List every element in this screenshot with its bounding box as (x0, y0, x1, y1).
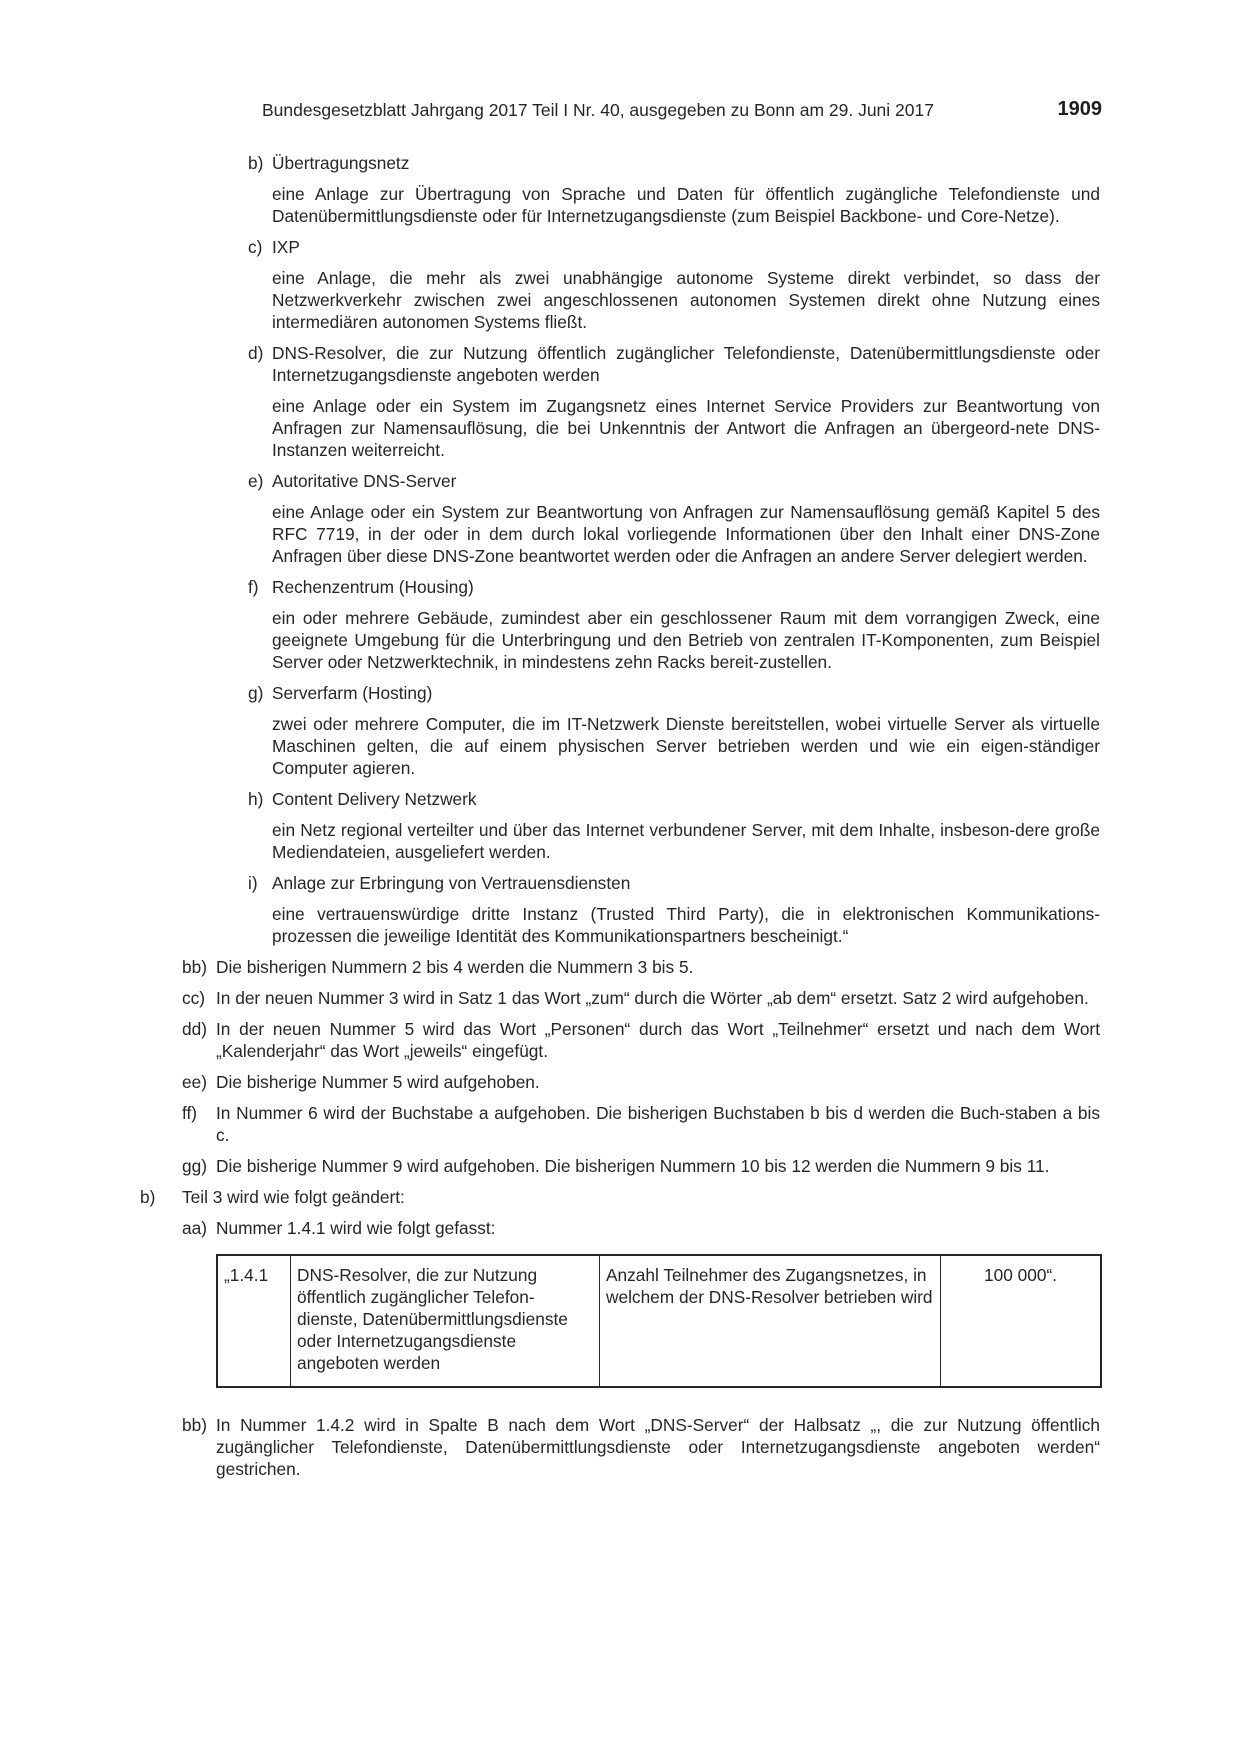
term-text: DNS-Resolver, die zur Nutzung öffentlich zugänglicher Telefondienste, Datenübermittlungsdienste oder Internetzugangsdienste angeboten werden (272, 343, 1100, 385)
list-label: cc) (182, 988, 206, 1008)
list-label: ff) (182, 1103, 198, 1123)
list-label: bb) (182, 1415, 207, 1435)
definition-term (140, 342, 1100, 386)
term-text: IXP (272, 237, 300, 257)
amendment-item (140, 1102, 1100, 1146)
amendment-text: In der neuen Nummer 5 wird das Wort „Personen“ durch das Wort „Teilnehmer“ ersetzt und nach dem Wort „Kalenderjahr“ das Wort „jeweils“ eingefügt. (216, 1019, 1100, 1061)
amendment-text: Die bisherigen Nummern 2 bis 4 werden die Nummern 3 bis 5. (216, 957, 694, 977)
term-text: Serverfarm (Hosting) (272, 683, 433, 703)
list-label: b) (248, 153, 264, 173)
list-label: dd) (182, 1019, 207, 1039)
amendment-item (140, 1217, 1100, 1239)
definition-term (140, 236, 1100, 258)
term-text: Übertragungsnetz (272, 153, 410, 173)
definition-text: zwei oder mehrere Computer, die im IT-Netzwerk Dienste bereitstellen, wobei virtuelle Server als virtuelle Maschinen gelten, die auf einem physischen Server betrieben werden und wie ein eigen-ständiger Computer agieren. (272, 714, 1100, 778)
amendment-item (140, 956, 1100, 978)
definition-text: eine Anlage zur Übertragung von Sprache und Daten für öffentlich zugängliche Telefondienste und Datenübermittlungsdienste oder für Internetzugangsdienste (zum Beispiel Backbone- und Core-Netze). (272, 184, 1100, 226)
definition-text: eine Anlage oder ein System im Zugangsnetz eines Internet Service Providers zur Beantwortung von Anfragen zur Namensauflösung, die bei Unkenntnis der Antwort die Anfragen an übergeord-nete DNS-Instanzen weiterreicht. (272, 396, 1100, 460)
document-body (140, 152, 1100, 1489)
list-label: d) (248, 343, 264, 363)
list-label: c) (248, 237, 263, 257)
definition-text: eine vertrauenswürdige dritte Instanz (Trusted Third Party), die in elektronischen Kommunikations-prozessen die jeweilige Identität des Kommunikationspartners bescheinigt.“ (272, 904, 1100, 946)
amendment-item (140, 1071, 1100, 1093)
definition-text: ein oder mehrere Gebäude, zumindest aber ein geschlossener Raum mit dem vorrangigen Zweck, eine geeignete Umgebung für die Unterbringung und den Betrieb von zentralen IT-Komponenten, zum Beispiel Server oder Netzwerktechnik, in mindestens zehn Racks bereit-zustellen. (272, 608, 1100, 672)
term-text: Anlage zur Erbringung von Vertrauensdiensten (272, 873, 631, 893)
term-text: Rechenzentrum (Housing) (272, 577, 474, 597)
amendment-text: Nummer 1.4.1 wird wie folgt gefasst: (216, 1218, 496, 1238)
table-cell-reference: Anzahl Teilnehmer des Zugangsnetzes, in welchem der DNS-Resolver betrieben wird (600, 1255, 941, 1387)
table-cell-description: DNS-Resolver, die zur Nutzung öffentlich zugänglicher Telefon-dienste, Datenübermittlungsdienste oder Internetzugangsdienste angeboten werden (291, 1255, 600, 1387)
list-label: f) (248, 577, 259, 597)
list-label: e) (248, 471, 264, 491)
part-heading (140, 1186, 1100, 1208)
list-label: g) (248, 683, 264, 703)
running-title: Bundesgesetzblatt Jahrgang 2017 Teil I Nr. 40, ausgegeben zu Bonn am 29. Juni 2017 (262, 100, 934, 120)
definition-term (140, 788, 1100, 810)
list-label: b) (140, 1187, 156, 1207)
part-text: Teil 3 wird wie folgt geändert: (182, 1187, 405, 1207)
definition-term (140, 576, 1100, 598)
amendment-text: In Nummer 1.4.2 wird in Spalte B nach dem Wort „DNS-Server“ der Halbsatz „, die zur Nutzung öffentlich zugänglicher Telefondienste, Datenübermittlungsdienste oder Internetzugangsdienste angeboten werden“ gestrichen. (216, 1415, 1100, 1479)
table-row (217, 1255, 1101, 1387)
term-text: Autoritative DNS-Server (272, 471, 457, 491)
amendment-item (140, 987, 1100, 1009)
amendment-text: In der neuen Nummer 3 wird in Satz 1 das Wort „zum“ durch die Wörter „ab dem“ ersetzt. Satz 2 wird aufgehoben. (216, 988, 1089, 1008)
definition-term (140, 152, 1100, 174)
amendment-item (140, 1155, 1100, 1177)
page-header (262, 100, 1102, 126)
term-text: Content Delivery Netzwerk (272, 789, 477, 809)
definition-term (140, 470, 1100, 492)
list-label: ee) (182, 1072, 207, 1092)
page-number: 1909 (1057, 98, 1102, 120)
amendment-table (216, 1254, 1102, 1388)
definition-term (140, 682, 1100, 704)
amendment-text: Die bisherige Nummer 5 wird aufgehoben. (216, 1072, 540, 1092)
table-cell-threshold: 100 000“. (983, 1265, 1058, 1285)
definition-text: eine Anlage, die mehr als zwei unabhängige autonome Systeme direkt verbindet, so dass der Netzwerkverkehr zwischen zwei angeschlossenen autonomen Systemen direkt ohne Nutzung eines intermediären autonomen Systems fließt. (272, 268, 1100, 332)
definition-text: eine Anlage oder ein System zur Beantwortung von Anfragen zur Namensauflösung gemäß Kapitel 5 des RFC 7719, in der oder in dem durch lokal vorliegende Informationen über den Inhalt einer DNS-Zone Anfragen über diese DNS-Zone beantwortet werden oder die Anfragen an andere Server delegiert werden. (272, 502, 1100, 566)
list-label: bb) (182, 957, 207, 977)
list-label: aa) (182, 1218, 207, 1238)
amendment-text: Die bisherige Nummer 9 wird aufgehoben. Die bisherigen Nummern 10 bis 12 werden die Nummern 9 bis 11. (216, 1156, 1050, 1176)
amendment-item (140, 1018, 1100, 1062)
amendment-item (140, 1414, 1100, 1480)
list-label: i) (248, 873, 258, 893)
table-cell-number: „1.4.1 (217, 1255, 291, 1387)
definition-term (140, 872, 1100, 894)
definition-text: ein Netz regional verteilter und über das Internet verbundener Server, mit dem Inhalte, insbeson-dere große Mediendateien, ausgeliefert werden. (272, 820, 1100, 862)
list-label: gg) (182, 1156, 207, 1176)
amendment-text: In Nummer 6 wird der Buchstabe a aufgehoben. Die bisherigen Buchstaben b bis d werden die Buch-staben a bis c. (216, 1103, 1100, 1145)
list-label: h) (248, 789, 264, 809)
